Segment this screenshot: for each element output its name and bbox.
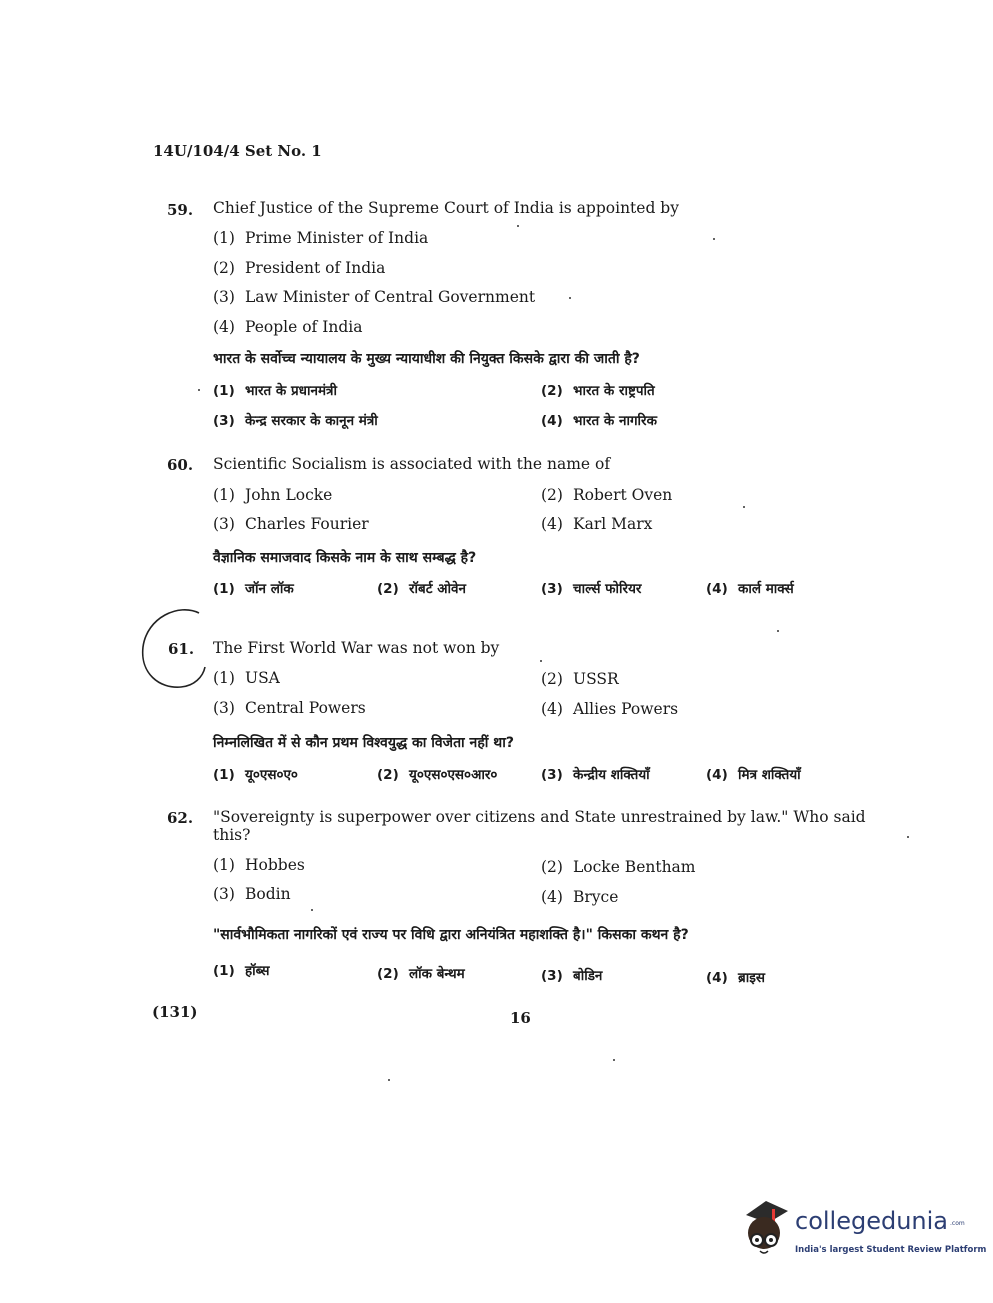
scan-speck [613,1059,615,1061]
scan-speck [907,836,909,838]
option-item: (3) Central Powers [213,699,366,717]
question-text-continued: this? [213,826,251,844]
option-item: (1) Hobbes [213,856,305,874]
logo-suffix: .com [950,1220,965,1227]
scan-speck [311,909,313,911]
logo-tagline: India's largest Student Review Platform [795,1245,987,1255]
option-item-hindi: (1) जॉन लॉक [213,581,294,597]
option-item-hindi: (1) भारत के प्रधानमंत्री [213,383,337,399]
option-item-hindi: (4) कार्ल मार्क्स [706,581,794,597]
scan-speck [540,660,542,662]
option-item: (3) Charles Fourier [213,515,369,533]
option-item-hindi: (1) हॉब्स [213,963,270,979]
option-item-hindi: (3) केन्द्रीय शक्तियाँ [541,767,650,783]
option-item-hindi: (3) बोडिन [541,968,603,984]
question-number: 59. [167,201,194,219]
question-text-hindi: "सार्वभौमिकता नागरिकों एवं राज्य पर विधि द्वारा अनियंत्रित महाशक्ति है।" किसका कथन है? [213,927,689,943]
question-text: Scientific Socialism is associated with the name of [213,455,611,473]
option-item-hindi: (3) चार्ल्स फोरियर [541,581,642,597]
scan-speck [388,1079,390,1081]
paper-code: 14U/104/4 Set No. 1 [153,142,322,160]
option-item-hindi: (2) भारत के राष्ट्रपति [541,383,655,399]
scan-speck [713,238,715,240]
option-item: (4) Allies Powers [541,700,679,718]
question-number: 62. [167,809,194,827]
scan-speck [569,297,571,299]
option-item-hindi: (2) रॉबर्ट ओवेन [377,581,467,597]
option-item: (3) Bodin [213,885,291,903]
scan-speck [777,630,779,632]
booklet-code: (131) [152,1003,198,1021]
option-item: (1) John Locke [213,486,333,504]
question-text-hindi: भारत के सर्वोच्च न्यायालय के मुख्य न्यायाधीश की नियुक्त किसके द्वारा की जाती है? [213,351,640,367]
page-number: 16 [510,1009,531,1027]
question-text: Chief Justice of the Supreme Court of India is appointed by [213,199,679,217]
option-item: (1) USA [213,669,280,687]
question-text-hindi: वैज्ञानिक समाजवाद किसके नाम के साथ सम्बद्ध है? [213,550,477,566]
question-text-hindi: निम्नलिखित में से कौन प्रथम विश्वयुद्ध का विजेता नहीं था? [213,735,514,751]
question-number: 60. [167,456,194,474]
scan-speck [517,225,519,227]
option-item-hindi: (4) मित्र शक्तियाँ [706,767,801,783]
option-item: (2) USSR [541,670,619,688]
option-item-hindi: (2) लॉक बेन्थम [377,966,465,982]
logo-wordmark: collegedunia [795,1207,949,1235]
scan-speck [743,506,745,508]
option-item: (2) Locke Bentham [541,858,696,876]
option-item-hindi: (4) भारत के नागरिक [541,413,657,429]
question-text: The First World War was not won by [213,639,500,657]
option-item-hindi: (2) यू०एस०एस०आर० [377,767,498,783]
option-item-hindi: (4) ब्राइस [706,970,765,986]
question-number: 61. [168,640,195,658]
scan-speck [198,389,200,391]
option-item: (2) Robert Oven [541,486,673,504]
option-item: (4) Bryce [541,888,619,906]
option-item: (2) President of India [213,259,386,277]
option-item: (3) Law Minister of Central Government [213,288,536,306]
question-text: "Sovereignty is superpower over citizens and State unrestrained by law." Who said [213,808,866,826]
option-item-hindi: (3) केन्द्र सरकार के कानून मंत्री [213,413,378,429]
option-item: (4) Karl Marx [541,515,653,533]
option-item: (1) Prime Minister of India [213,229,429,247]
option-item-hindi: (1) यू०एस०ए० [213,767,298,783]
option-item: (4) People of India [213,318,363,336]
